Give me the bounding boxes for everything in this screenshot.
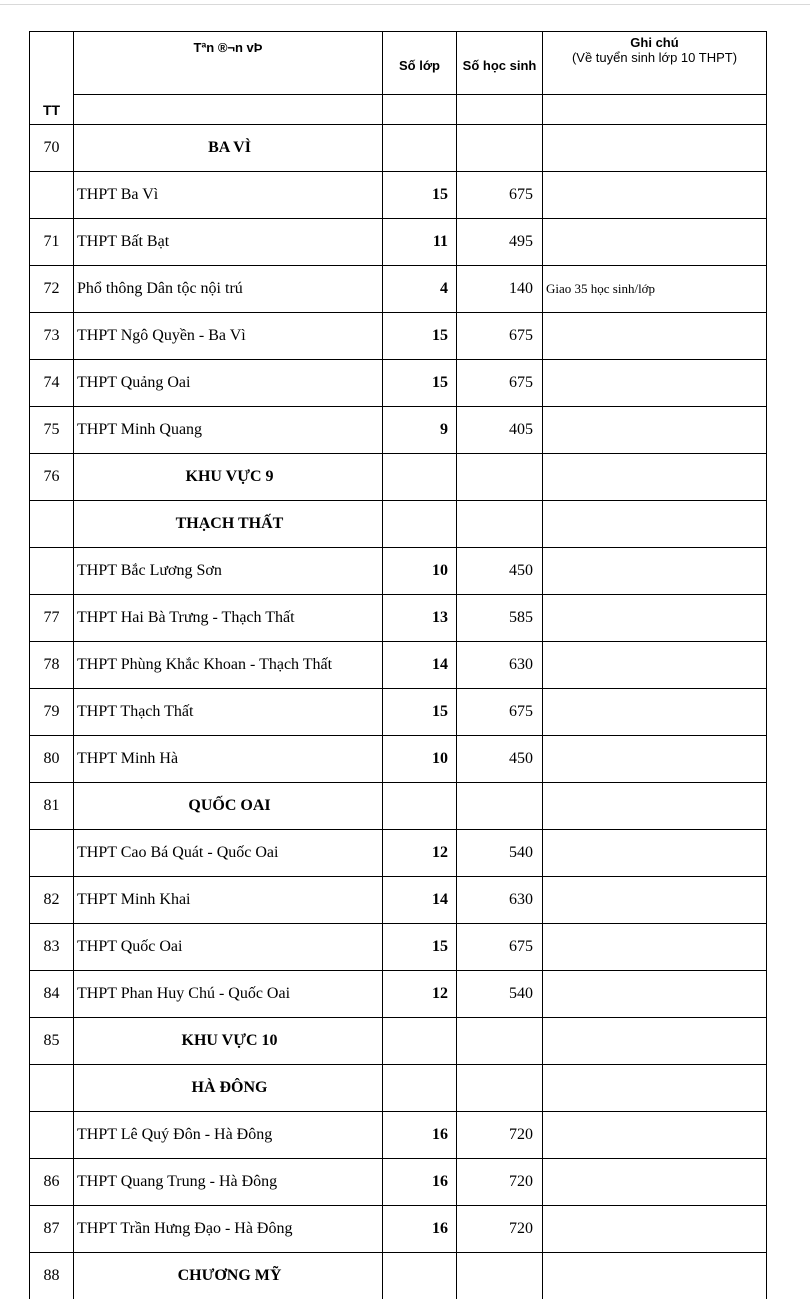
- note-value: [543, 501, 767, 548]
- school-name: THPT Bất Bạt: [74, 219, 383, 266]
- school-name: THPT Trần Hưng Đạo - Hà Đông: [74, 1206, 383, 1253]
- note-value: [543, 125, 767, 172]
- so-lop-value: 10: [383, 548, 457, 595]
- row-tt: 79: [30, 689, 74, 736]
- section-title: QUỐC OAI: [74, 783, 383, 830]
- section-title: BA VÌ: [74, 125, 383, 172]
- row-tt: 82: [30, 877, 74, 924]
- section-title: KHU VỰC 9: [74, 454, 383, 501]
- section-title: THẠCH THẤT: [74, 501, 383, 548]
- section-title: CHƯƠNG MỸ: [74, 1253, 383, 1300]
- school-name: THPT Minh Khai: [74, 877, 383, 924]
- school-name: THPT Cao Bá Quát - Quốc Oai: [74, 830, 383, 877]
- spacer-cell: [383, 95, 457, 125]
- note-value: [543, 407, 767, 454]
- so-hoc-sinh-value: 720: [457, 1159, 543, 1206]
- so-lop-value: 11: [383, 219, 457, 266]
- school-row: [30, 642, 767, 689]
- section-row: [30, 125, 767, 172]
- school-row: [30, 971, 767, 1018]
- school-row: [30, 689, 767, 736]
- header-ghi-chu-subtitle: (Về tuyển sinh lớp 10 THPT): [571, 50, 738, 65]
- note-value: [543, 1206, 767, 1253]
- so-lop-value: 15: [383, 172, 457, 219]
- note-value: [543, 877, 767, 924]
- school-name: THPT Minh Hà: [74, 736, 383, 783]
- school-enrollment-table: [29, 31, 767, 1299]
- row-tt: 70: [30, 125, 74, 172]
- row-tt: 87: [30, 1206, 74, 1253]
- so-hoc-sinh-value: 585: [457, 595, 543, 642]
- school-row: [30, 1206, 767, 1253]
- row-tt: 80: [30, 736, 74, 783]
- note-value: [543, 360, 767, 407]
- note-value: [543, 595, 767, 642]
- row-tt: 72: [30, 266, 74, 313]
- row-tt: 75: [30, 407, 74, 454]
- so-lop-value: 15: [383, 924, 457, 971]
- so-hoc-sinh-value: 540: [457, 830, 543, 877]
- so-hoc-sinh-value: 720: [457, 1112, 543, 1159]
- so-hoc-sinh-value: 675: [457, 689, 543, 736]
- so-lop-value: 10: [383, 736, 457, 783]
- note-value: [543, 971, 767, 1018]
- section-row: [30, 1065, 767, 1112]
- so-hoc-sinh-value: 675: [457, 924, 543, 971]
- header-name: Tªn ®¬n vÞ: [74, 32, 383, 95]
- row-tt: [30, 172, 74, 219]
- note-value: [543, 1018, 767, 1065]
- school-name: THPT Ba Vì: [74, 172, 383, 219]
- note-value: [543, 1159, 767, 1206]
- school-row: [30, 219, 767, 266]
- so-hoc-sinh-value: [457, 1018, 543, 1065]
- section-title: KHU VỰC 10: [74, 1018, 383, 1065]
- so-hoc-sinh-value: 495: [457, 219, 543, 266]
- row-tt: 81: [30, 783, 74, 830]
- so-hoc-sinh-value: [457, 783, 543, 830]
- note-value: [543, 642, 767, 689]
- section-title: HÀ ĐÔNG: [74, 1065, 383, 1112]
- note-value: Giao 35 học sinh/lớp: [543, 266, 767, 313]
- so-hoc-sinh-value: [457, 454, 543, 501]
- so-lop-value: [383, 454, 457, 501]
- note-value: [543, 830, 767, 877]
- so-hoc-sinh-value: 675: [457, 360, 543, 407]
- header-so-hoc-sinh: Số học sinh: [457, 32, 543, 95]
- note-value: [543, 924, 767, 971]
- school-row: [30, 407, 767, 454]
- row-tt: 71: [30, 219, 74, 266]
- note-value: [543, 1065, 767, 1112]
- page-top-rule: [0, 4, 810, 5]
- school-name: THPT Minh Quang: [74, 407, 383, 454]
- school-row: [30, 830, 767, 877]
- so-lop-value: 9: [383, 407, 457, 454]
- row-tt: 77: [30, 595, 74, 642]
- note-value: [543, 172, 767, 219]
- school-name: THPT Phan Huy Chú - Quốc Oai: [74, 971, 383, 1018]
- so-lop-value: 12: [383, 971, 457, 1018]
- so-hoc-sinh-value: [457, 1253, 543, 1300]
- so-hoc-sinh-value: 720: [457, 1206, 543, 1253]
- school-name: THPT Phùng Khắc Khoan - Thạch Thất: [74, 642, 383, 689]
- header-spacer-row: [30, 95, 767, 125]
- so-hoc-sinh-value: 630: [457, 642, 543, 689]
- so-lop-value: [383, 1065, 457, 1112]
- row-tt: [30, 501, 74, 548]
- so-lop-value: [383, 783, 457, 830]
- row-tt: 88: [30, 1253, 74, 1300]
- row-tt: [30, 548, 74, 595]
- so-lop-value: 13: [383, 595, 457, 642]
- so-lop-value: [383, 125, 457, 172]
- header-ghi-chu: [543, 32, 767, 95]
- school-name: Phổ thông Dân tộc nội trú: [74, 266, 383, 313]
- school-name: THPT Thạch Thất: [74, 689, 383, 736]
- so-lop-value: 14: [383, 877, 457, 924]
- school-row: [30, 924, 767, 971]
- so-hoc-sinh-value: 405: [457, 407, 543, 454]
- school-row: [30, 313, 767, 360]
- row-tt: 73: [30, 313, 74, 360]
- row-tt: 74: [30, 360, 74, 407]
- note-value: [543, 219, 767, 266]
- row-tt: [30, 830, 74, 877]
- school-name: THPT Ngô Quyền - Ba Vì: [74, 313, 383, 360]
- spacer-cell: [457, 95, 543, 125]
- so-hoc-sinh-value: [457, 1065, 543, 1112]
- so-lop-value: 16: [383, 1112, 457, 1159]
- note-value: [543, 548, 767, 595]
- note-value: [543, 1253, 767, 1300]
- school-row: [30, 1112, 767, 1159]
- row-tt: 86: [30, 1159, 74, 1206]
- school-name: THPT Quảng Oai: [74, 360, 383, 407]
- so-hoc-sinh-value: 630: [457, 877, 543, 924]
- row-tt: 85: [30, 1018, 74, 1065]
- note-value: [543, 454, 767, 501]
- so-hoc-sinh-value: [457, 501, 543, 548]
- school-row: [30, 266, 767, 313]
- row-tt: 78: [30, 642, 74, 689]
- so-lop-value: 15: [383, 313, 457, 360]
- row-tt: 76: [30, 454, 74, 501]
- note-value: [543, 1112, 767, 1159]
- spacer-cell: [74, 95, 383, 125]
- header-tt: TT: [30, 32, 74, 125]
- so-lop-value: 12: [383, 830, 457, 877]
- row-tt: [30, 1065, 74, 1112]
- header-so-lop: Số lớp: [383, 32, 457, 95]
- so-lop-value: 16: [383, 1206, 457, 1253]
- spacer-cell: [543, 95, 767, 125]
- section-row: [30, 1253, 767, 1300]
- so-hoc-sinh-value: [457, 125, 543, 172]
- so-hoc-sinh-value: 450: [457, 548, 543, 595]
- school-row: [30, 736, 767, 783]
- so-lop-value: [383, 1253, 457, 1300]
- so-hoc-sinh-value: 140: [457, 266, 543, 313]
- table-header-row: [30, 32, 767, 95]
- header-ghi-chu-title: Ghi chú: [630, 35, 679, 50]
- section-row: [30, 454, 767, 501]
- school-row: [30, 595, 767, 642]
- school-row: [30, 877, 767, 924]
- so-lop-value: 14: [383, 642, 457, 689]
- school-name: THPT Hai Bà Trưng - Thạch Thất: [74, 595, 383, 642]
- school-row: [30, 548, 767, 595]
- so-lop-value: 15: [383, 689, 457, 736]
- so-hoc-sinh-value: 675: [457, 313, 543, 360]
- so-lop-value: 4: [383, 266, 457, 313]
- so-hoc-sinh-value: 450: [457, 736, 543, 783]
- section-row: [30, 1018, 767, 1065]
- row-tt: 83: [30, 924, 74, 971]
- note-value: [543, 689, 767, 736]
- so-hoc-sinh-value: 675: [457, 172, 543, 219]
- row-tt: [30, 1112, 74, 1159]
- so-lop-value: [383, 1018, 457, 1065]
- section-row: [30, 501, 767, 548]
- school-row: [30, 1159, 767, 1206]
- so-lop-value: 15: [383, 360, 457, 407]
- school-row: [30, 360, 767, 407]
- school-name: THPT Quang Trung - Hà Đông: [74, 1159, 383, 1206]
- note-value: [543, 313, 767, 360]
- so-lop-value: 16: [383, 1159, 457, 1206]
- school-row: [30, 172, 767, 219]
- so-hoc-sinh-value: 540: [457, 971, 543, 1018]
- table-body: [30, 125, 767, 1300]
- section-row: [30, 783, 767, 830]
- so-lop-value: [383, 501, 457, 548]
- school-name: THPT Bắc Lương Sơn: [74, 548, 383, 595]
- school-name: THPT Lê Quý Đôn - Hà Đông: [74, 1112, 383, 1159]
- note-value: [543, 783, 767, 830]
- note-value: [543, 736, 767, 783]
- row-tt: 84: [30, 971, 74, 1018]
- school-name: THPT Quốc Oai: [74, 924, 383, 971]
